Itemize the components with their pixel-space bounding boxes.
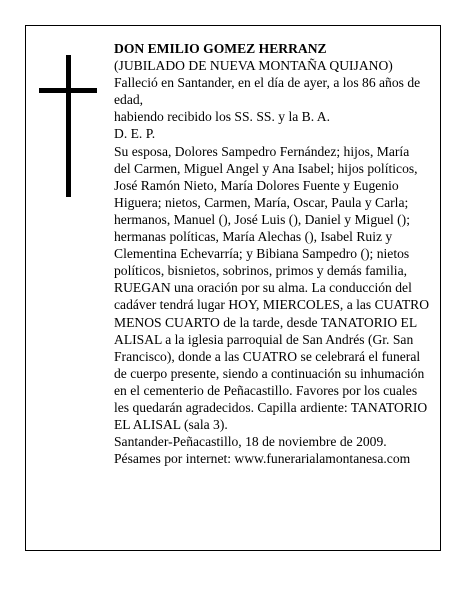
funeral-details bbox=[114, 279, 429, 433]
dep: D. E. P. bbox=[114, 126, 156, 142]
funeral-part: se celebrará el funeral de cuerpo presente, siendo a continuación su inhumación en el cementerio de Peñacastillo. Favores por los cuales les quedarán agradecidos. Capilla ardiente: bbox=[114, 348, 425, 415]
subtitle: (JUBILADO DE NUEVA MONTAÑA QUIJANO) bbox=[114, 58, 393, 74]
funeral-part: (sala 3). bbox=[180, 417, 228, 433]
condolences-link: Pésames por internet: www.funerarialamontanesa.com bbox=[114, 451, 411, 467]
cross-icon-bar bbox=[39, 88, 97, 93]
place-date: Santander-Peñacastillo, 18 de noviembre de 2009. bbox=[114, 434, 387, 450]
funeral-part: RUEGAN bbox=[114, 280, 171, 296]
funeral-part: HOY, MIERCOLES bbox=[228, 297, 340, 313]
deceased-name: DON EMILIO GOMEZ HERRANZ bbox=[114, 41, 327, 56]
funeral-part: una oración por su alma. La conducción del cadáver tendrá lugar bbox=[114, 280, 412, 313]
funeral-part: TANATORIO EL ALISAL bbox=[114, 399, 428, 433]
funeral-part: CUATRO bbox=[242, 348, 298, 364]
funeral-part: CUATRO MENOS CUARTO bbox=[114, 297, 430, 330]
sacraments: habiendo recibido los SS. SS. y la B. A. bbox=[114, 109, 330, 125]
funeral-part: TANATORIO EL ALISAL bbox=[114, 314, 417, 347]
funeral-part: , a las bbox=[339, 297, 375, 313]
funeral-part: de la tarde, desde bbox=[219, 314, 321, 330]
death-notice: Falleció en Santander, en el día de ayer, a los 86 años de edad, bbox=[114, 75, 421, 108]
funeral-part: a la iglesia parroquial de San Andrés (Gr. San Francisco), donde a las bbox=[114, 331, 414, 364]
family-list: Su esposa, Dolores Sampedro Fernández; hijos, María del Carmen, Miguel Angel y Ana Isabel; hijos políticos, José Ramón Nieto, María Dolores Fuente y Eugenio Higuera; nietos, Carmen, María, Oscar, Paula y Carla; hermanos, Manuel (), José Luis (), Daniel y Miguel (); hermanas políticas, María Alechas (), Isabel Ruiz y Clementina Echevarría; y Bibiana Sampedro (); nietos políticos, bisnietos, sobrinos, primos y demás familia, bbox=[114, 143, 418, 279]
obituary-text bbox=[114, 40, 429, 467]
cross-icon bbox=[66, 55, 71, 197]
